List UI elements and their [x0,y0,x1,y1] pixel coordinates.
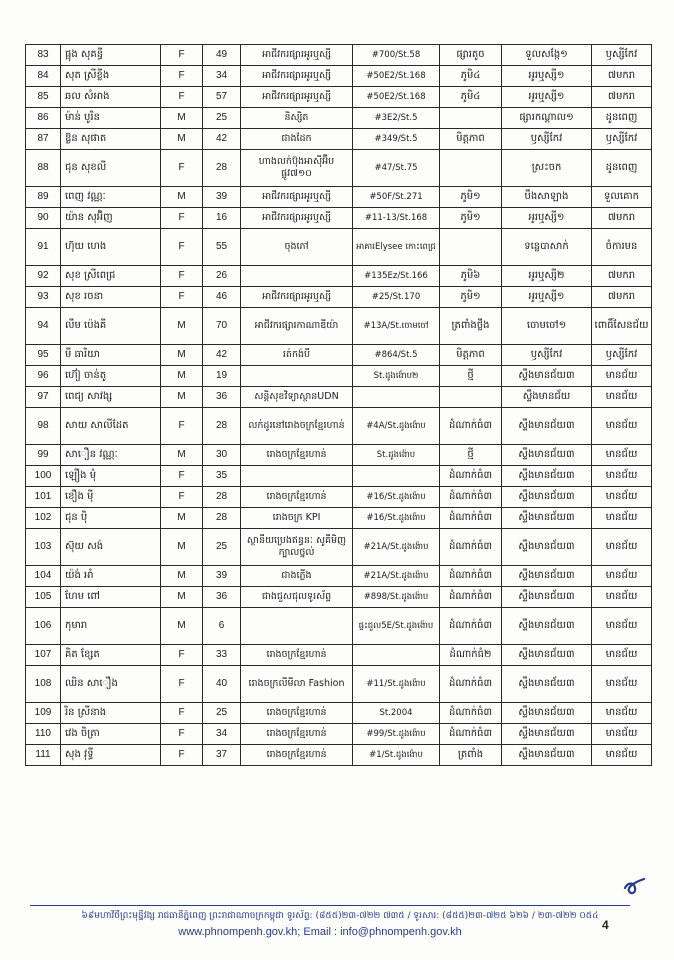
commune-cell: ទន្លេបាសាក់ [502,229,592,266]
occupation-cell: ហាងលក់ប៊ុងអាស៊ីអ៊ីប ផ្លូវ៧១០ [241,150,353,187]
row-number-cell: 90 [26,208,61,229]
district-cell: មានជ័យ [592,587,652,608]
person-name-cell: គិត ខ្សែត [61,645,161,666]
person-name-cell: ជុន ប៉ិ [61,508,161,529]
address-cell: #3E2/St.5 [353,108,440,129]
occupation-cell: និស្សិត [241,108,353,129]
address-cell: #11/St.ដូងង៉ោប [353,666,440,703]
address-cell: #25/St.170 [353,287,440,308]
address-cell: #47/St.75 [353,150,440,187]
age-cell: 42 [203,129,241,150]
district-cell: មានជ័យ [592,508,652,529]
person-name-cell: ហ៊ៀ ចាន់តូ [61,366,161,387]
person-name-cell: ហែម ពៅ [61,587,161,608]
person-name-cell: ផ្អុង សុគន្ធី [61,45,161,66]
person-name-cell: សុត ស្រីខ្លីង [61,66,161,87]
row-number-cell: 87 [26,129,61,150]
commune-cell: ស្ទឹងមានជ័យ៣ [502,566,592,587]
district-cell: ៧មករា [592,266,652,287]
commune-cell: ទួលសង្កែ១ [502,45,592,66]
district-cell: ពោធិ៍សែនជ័យ [592,308,652,345]
sex-cell: M [161,508,203,529]
sex-cell: F [161,87,203,108]
person-name-cell: ឡឿង មុំ [61,466,161,487]
address-cell: St.ដូងង៉ោប [353,445,440,466]
commune-cell: អូរឬស្សី២ [502,266,592,287]
occupation-cell: ជាងភ្លើង [241,566,353,587]
occupation-cell: ស្ថានីយប្រេងឥន្ធនៈ សូគីមិញក្បាលថ្នល់ [241,529,353,566]
table-row [26,187,652,208]
sex-cell: M [161,445,203,466]
occupation-cell [241,608,353,645]
footer-divider [30,905,630,906]
commune-cell: អូរឬស្សី១ [502,287,592,308]
age-cell: 30 [203,445,241,466]
address-cell: #135Ez/St.166 [353,266,440,287]
age-cell: 70 [203,308,241,345]
table-row [26,229,652,266]
commune-cell: អូរឬស្សី១ [502,66,592,87]
address-cell: #50E2/St.168 [353,87,440,108]
address-cell: St.2004 [353,703,440,724]
sex-cell: F [161,703,203,724]
row-number-cell: 111 [26,745,61,766]
occupation-cell: អាជីវករផ្សារអូរឬស្សី [241,187,353,208]
table-row [26,587,652,608]
person-name-cell: ខឿង ម៉ី [61,487,161,508]
person-name-cell: ឆល សំអាង [61,87,161,108]
person-name-cell: សុខ រចនា [61,287,161,308]
address-cell: #1/St.ដូងង៉ោប [353,745,440,766]
occupation-cell: សន្តិសុខវិទ្យាស្ថានUDN [241,387,353,408]
commune-cell: ស្ទឹងមានជ័យ៣ [502,366,592,387]
row-number-cell: 109 [26,703,61,724]
row-number-cell: 106 [26,608,61,645]
address-cell: #898/St.ដូងង៉ោប [353,587,440,608]
sex-cell: F [161,487,203,508]
commune-cell: ស្រះចក [502,150,592,187]
row-number-cell: 110 [26,724,61,745]
district-cell: មានជ័យ [592,408,652,445]
village-cell: ដំណាក់ធំ៣ [440,408,502,445]
person-name-cell: សាយ សាលីដែត [61,408,161,445]
village-cell: មិត្តភាព [440,345,502,366]
sex-cell: F [161,229,203,266]
commune-cell: ស្ទឹងមានជ័យ៣ [502,745,592,766]
sex-cell: F [161,66,203,87]
person-name-cell: សុង វុទ្ធី [61,745,161,766]
person-name-cell: ឱ្ងន សុផាត [61,129,161,150]
district-cell: មានជ័យ [592,645,652,666]
table-row [26,150,652,187]
sex-cell: M [161,308,203,345]
row-number-cell: 83 [26,45,61,66]
village-cell: ភូមិ១ [440,208,502,229]
village-cell: ថ្មី [440,445,502,466]
occupation-cell: ជាងដែក [241,129,353,150]
person-name-cell: យ៉ាន សុអ៊ិញ [61,208,161,229]
occupation-cell: អាជីវករផ្សារអូរឬស្សី [241,66,353,87]
sex-cell: F [161,208,203,229]
table-row [26,308,652,345]
table-row [26,724,652,745]
district-cell: ៧មករា [592,208,652,229]
age-cell: 55 [203,229,241,266]
district-cell: ៧មករា [592,287,652,308]
age-cell: 35 [203,466,241,487]
commune-cell: ស្ទឹងមានជ័យ៣ [502,408,592,445]
age-cell: 33 [203,645,241,666]
sex-cell: M [161,587,203,608]
village-cell: ដំណាក់ធំ៣ [440,703,502,724]
village-cell: ដំណាក់ធំ៣ [440,724,502,745]
occupation-cell [241,466,353,487]
commune-cell: ស្ទឹងមានជ័យ [502,387,592,408]
row-number-cell: 105 [26,587,61,608]
address-cell [353,645,440,666]
age-cell: 39 [203,566,241,587]
row-number-cell: 94 [26,308,61,345]
village-cell: ដំណាក់ធំ៣ [440,529,502,566]
table-row [26,608,652,645]
village-cell: ភូមិ៤ [440,66,502,87]
commune-cell: ឫស្សីកែវ [502,129,592,150]
occupation-cell: រោងចក្រខ្មែរហាន់ [241,724,353,745]
address-cell: អាគារElysee កោះពេជ្រ [353,229,440,266]
person-name-cell: វេង ចិត្រា [61,724,161,745]
occupation-cell [241,366,353,387]
occupation-cell: អាជីវករផ្សារអូរឬស្សី [241,287,353,308]
sex-cell: M [161,187,203,208]
district-cell: មានជ័យ [592,466,652,487]
address-cell: #99/St.ដូងង៉ោប [353,724,440,745]
occupation-cell: រត់កង់បី [241,345,353,366]
row-number-cell: 96 [26,366,61,387]
sex-cell: F [161,724,203,745]
address-cell: #864/St.5 [353,345,440,366]
age-cell: 49 [203,45,241,66]
table-row [26,387,652,408]
person-name-cell: ពេជ្យ សាវង្ស [61,387,161,408]
village-cell: ថ្មី [440,366,502,387]
age-cell: 25 [203,108,241,129]
sex-cell: F [161,745,203,766]
row-number-cell: 108 [26,666,61,703]
person-name-cell: ម៉ាន់ បូរិន [61,108,161,129]
age-cell: 28 [203,408,241,445]
age-cell: 19 [203,366,241,387]
commune-cell: ផ្សារកណ្តាល១ [502,108,592,129]
commune-cell: ស្ទឹងមានជ័យ៣ [502,666,592,703]
commune-cell: ស្ទឹងមានជ័យ៣ [502,608,592,645]
table-row [26,566,652,587]
village-cell: ភូមិ៤ [440,87,502,108]
age-cell: 39 [203,187,241,208]
row-number-cell: 107 [26,645,61,666]
sex-cell: M [161,129,203,150]
table-row [26,487,652,508]
occupation-cell: រោងចក្រខ្មែរហាន់ [241,703,353,724]
person-name-cell: កុមារា [61,608,161,645]
row-number-cell: 95 [26,345,61,366]
table-row [26,45,652,66]
row-number-cell: 99 [26,445,61,466]
table-row [26,129,652,150]
person-name-cell: ជុន សុខលី [61,150,161,187]
row-number-cell: 104 [26,566,61,587]
commune-cell: បឹងសាឡាង [502,187,592,208]
occupation-cell: អាជីវករផ្សារអូរឬស្សី [241,87,353,108]
occupation-cell: លក់ដូរនៅរោងចក្រខ្មែរហាន់ [241,408,353,445]
commune-cell: ស្ទឹងមានជ័យ៣ [502,587,592,608]
table-row [26,508,652,529]
district-cell: មានជ័យ [592,445,652,466]
occupation-cell: អាជីវករផ្សារអូរឬស្សី [241,45,353,66]
commune-cell: ឫស្សីកែវ [502,345,592,366]
row-number-cell: 103 [26,529,61,566]
commune-cell: ស្ទឹងមានជ័យ៣ [502,445,592,466]
occupation-cell: ចុងភៅ [241,229,353,266]
table-row [26,87,652,108]
district-cell: ដូនពេញ [592,108,652,129]
table-row [26,287,652,308]
table-row [26,66,652,87]
commune-cell: ស្ទឹងមានជ័យ៣ [502,703,592,724]
table-row [26,366,652,387]
occupation-cell: រោងចក្រខ្មែរហាន់ [241,445,353,466]
sex-cell: M [161,529,203,566]
district-cell: ចំការមន [592,229,652,266]
sex-cell: F [161,408,203,445]
row-number-cell: 102 [26,508,61,529]
occupation-cell: អាជីវករផ្សារអូរឬស្សី [241,208,353,229]
village-cell: ត្រពាំងថ្លឹង [440,308,502,345]
row-number-cell: 91 [26,229,61,266]
address-cell [353,387,440,408]
occupation-cell: ជាងជួសជុលទូរស័ព្ទ [241,587,353,608]
village-cell: ដំណាក់ធំ៣ [440,566,502,587]
table-row [26,108,652,129]
person-name-cell: ហ៊ុយ ហេង [61,229,161,266]
sex-cell: M [161,608,203,645]
row-number-cell: 84 [26,66,61,87]
records-table-body [26,45,652,766]
district-cell: មានជ័យ [592,666,652,703]
person-name-cell: ស៊ុយ សង់ [61,529,161,566]
table-row [26,745,652,766]
row-number-cell: 86 [26,108,61,129]
row-number-cell: 93 [26,287,61,308]
age-cell: 37 [203,745,241,766]
village-cell: ដំណាក់ធំ៣ [440,466,502,487]
table-row [26,666,652,703]
person-name-cell: ពេញ វណ្ណៈ [61,187,161,208]
table-row [26,208,652,229]
address-cell: #4A/St.ដូងង៉ោប [353,408,440,445]
occupation-cell: រោងចក្រ KPI [241,508,353,529]
row-number-cell: 101 [26,487,61,508]
table-row [26,703,652,724]
sex-cell: M [161,345,203,366]
district-cell: មានជ័យ [592,724,652,745]
person-name-cell: យ៉ង់ អាំ [61,566,161,587]
age-cell: 36 [203,587,241,608]
sex-cell: F [161,466,203,487]
age-cell: 57 [203,87,241,108]
address-cell: #21A/St.ដូងង៉ោប [353,529,440,566]
row-number-cell: 89 [26,187,61,208]
district-cell: មានជ័យ [592,387,652,408]
district-cell: ឫស្សីកែវ [592,345,652,366]
village-cell: ដំណាក់ធំ៣ [440,666,502,703]
address-cell: #16/St.ដូងង៉ោប [353,487,440,508]
village-cell: ដំណាក់ធំ៣ [440,608,502,645]
age-cell: 42 [203,345,241,366]
village-cell [440,387,502,408]
age-cell: 28 [203,508,241,529]
district-cell: មានជ័យ [592,529,652,566]
district-cell: ៧មករា [592,66,652,87]
address-cell: #50F/St.271 [353,187,440,208]
commune-cell: ស្ទឹងមានជ័យ៣ [502,645,592,666]
village-cell: មិត្តភាព [440,129,502,150]
row-number-cell: 97 [26,387,61,408]
sex-cell: F [161,266,203,287]
age-cell: 36 [203,387,241,408]
village-cell: ដំណាក់ធំ៣ [440,487,502,508]
row-number-cell: 92 [26,266,61,287]
village-cell: ភូមិ១ [440,287,502,308]
person-name-cell: រិន ស្រីនាង [61,703,161,724]
village-cell: ដំណាក់ធំ២ [440,645,502,666]
commune-cell: ស្ទឹងមានជ័យ៣ [502,466,592,487]
address-cell: #349/St.5 [353,129,440,150]
table-row [26,645,652,666]
signature-mark [622,876,648,898]
address-cell: St.ដូងង៉ោប២ [353,366,440,387]
address-cell: #50E2/St.168 [353,66,440,87]
sex-cell: M [161,566,203,587]
address-cell: #21A/St.ដូងង៉ោប [353,566,440,587]
commune-cell: អូរឬស្សី១ [502,208,592,229]
table-row [26,466,652,487]
occupation-cell: រោងចក្រលីមីលា Fashion [241,666,353,703]
person-name-cell: សុខ ស្រីពេជ្រ [61,266,161,287]
occupation-cell: អាជីវករផ្សារកាណាឌីយ៉ា [241,308,353,345]
person-name-cell: ឈិន សាឿង [61,666,161,703]
person-name-cell: សាឿន វណ្ណៈ [61,445,161,466]
occupation-cell [241,266,353,287]
sex-cell: F [161,45,203,66]
village-cell: ភូមិ៦ [440,266,502,287]
records-table [25,44,652,766]
sex-cell: F [161,150,203,187]
age-cell: 16 [203,208,241,229]
village-cell: ដំណាក់ធំ៣ [440,508,502,529]
age-cell: 34 [203,724,241,745]
footer-contact: www.phnompenh.gov.kh; Email : info@phnompenh.gov.kh [178,926,462,938]
footer-address: ៦៩មហាវិថីព្រះមុន្នីវង្ស រាជធានីភ្នំពេញ ព្រះរាជាណាចក្រកម្ពុជា ទូរស័ព្ទ: (៨៥៥)២៣-៧២២ ៧៣៥ / ទូរសារ: (៨៥៥)២៣-៧២៥ ៦២៦ / ២៣-៧២២ ០៥៤ [81,911,599,921]
address-cell: #13A/St.ចោមចៅ [353,308,440,345]
commune-cell: ស្ទឹងមានជ័យ៣ [502,529,592,566]
address-cell: #16/St.ដូងង៉ោប [353,508,440,529]
page-number: 4 [602,918,609,932]
district-cell: ទួលគោក [592,187,652,208]
commune-cell: អូរឬស្សី១ [502,87,592,108]
age-cell: 25 [203,529,241,566]
row-number-cell: 100 [26,466,61,487]
village-cell [440,229,502,266]
address-cell [353,466,440,487]
village-cell: ដំណាក់ធំ៣ [440,587,502,608]
district-cell: មានជ័យ [592,366,652,387]
occupation-cell: រោងចក្រខ្មែរហាន់ [241,487,353,508]
village-cell [440,150,502,187]
village-cell: ភូមិ១ [440,187,502,208]
sex-cell: F [161,287,203,308]
sex-cell: F [161,645,203,666]
table-row [26,529,652,566]
address-cell: #11-13/St.168 [353,208,440,229]
person-name-cell: លឹម ប៉េងគី [61,308,161,345]
sex-cell: M [161,108,203,129]
district-cell: ឫស្សីកែវ [592,129,652,150]
district-cell: ៧មករា [592,87,652,108]
district-cell: មានជ័យ [592,745,652,766]
district-cell: មានជ័យ [592,703,652,724]
district-cell: មានជ័យ [592,566,652,587]
district-cell: មានជ័យ [592,487,652,508]
age-cell: 34 [203,66,241,87]
row-number-cell: 88 [26,150,61,187]
row-number-cell: 85 [26,87,61,108]
table-row [26,266,652,287]
commune-cell: ចោមចៅ១ [502,308,592,345]
commune-cell: ស្ទឹងមានជ័យ៣ [502,487,592,508]
age-cell: 46 [203,287,241,308]
commune-cell: ស្ទឹងមានជ័យ៣ [502,508,592,529]
village-cell: ផ្សារតូច [440,45,502,66]
age-cell: 40 [203,666,241,703]
person-name-cell: មី ធារិយា [61,345,161,366]
table-row [26,445,652,466]
age-cell: 26 [203,266,241,287]
district-cell: ឫស្សីកែវ [592,45,652,66]
occupation-cell: រោងចក្រខ្មែរហាន់ [241,745,353,766]
occupation-cell: រោងចក្រខ្មែរហាន់ [241,645,353,666]
address-cell: #700/St.58 [353,45,440,66]
village-cell [440,108,502,129]
age-cell: 28 [203,150,241,187]
address-cell: ផ្ទះជួល5E/St.ដូងង៉ោប [353,608,440,645]
table-row [26,345,652,366]
age-cell: 25 [203,703,241,724]
table-row [26,408,652,445]
age-cell: 28 [203,487,241,508]
row-number-cell: 98 [26,408,61,445]
age-cell: 6 [203,608,241,645]
sex-cell: F [161,666,203,703]
district-cell: ដូនពេញ [592,150,652,187]
district-cell: មានជ័យ [592,608,652,645]
sex-cell: M [161,366,203,387]
sex-cell: M [161,387,203,408]
village-cell: ត្រពាំង [440,745,502,766]
commune-cell: ស្ទឹងមានជ័យ៣ [502,724,592,745]
